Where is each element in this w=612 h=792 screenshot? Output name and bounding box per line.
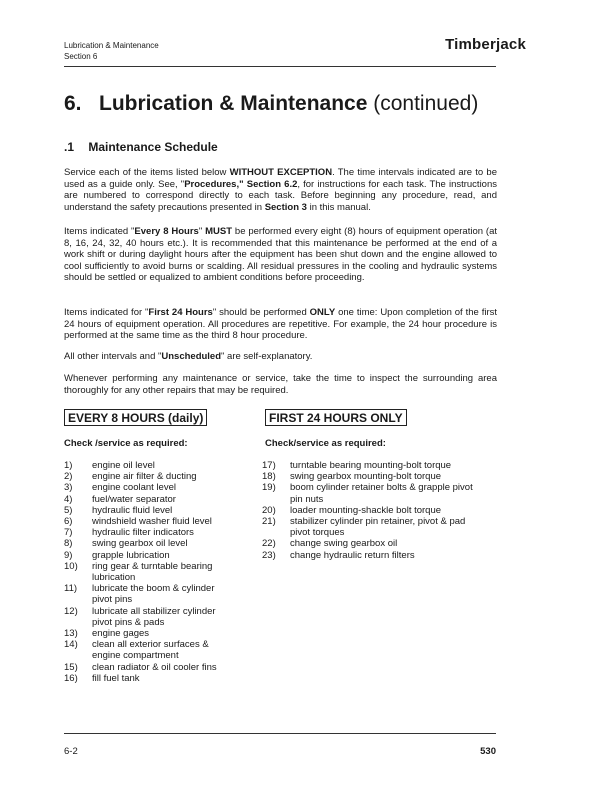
list-item-text: engine oil level: [92, 460, 155, 471]
body-text: one time: Upon completion of the first 24 hours of equipment operation. All procedures are repetitive. For example, the 24 hour procedure is performed at the same time as the third 8 hour procedure.: [64, 307, 497, 342]
list-item: [64, 628, 234, 639]
footer-rule: [64, 733, 496, 734]
list-item-text: turntable bearing mounting-bolt torque: [290, 460, 452, 471]
list-item-text: hydraulic fluid level: [92, 504, 173, 516]
first-24-hours-box: FIRST 24 HOURS ONLY: [265, 409, 407, 426]
list-item: [64, 494, 234, 505]
list-item-text: loader mounting-shackle bolt torque: [290, 504, 442, 516]
list-item-number: 3): [64, 482, 73, 494]
body-text: . The time intervals indicated are to be used as a guide only. See, ": [64, 167, 497, 190]
body-text: ": [198, 226, 206, 237]
list-item-text: lubricate the boom & cylinder pivot pins: [92, 583, 215, 606]
list-item: [64, 639, 234, 661]
list-item-number: 11): [64, 583, 78, 595]
list-item-number: 8): [64, 538, 73, 550]
list-item-number: 19): [262, 482, 276, 494]
page-title: [64, 92, 478, 116]
every-8-hours-list: [64, 460, 234, 684]
body-text: be performed every eight (8) hours of equipment operation (at 8, 16, 24, 32, 40 hours etc.). It is recommended that this maintenance be performed at the end of a work shift or during daylight hours after the equipment has been shut down and the engine allowed to cool sufficiently to avoid burns or scalding. All residual pressures in the cooling and hydraulic systems should be settled or equalized to ambient conditions before proceeding.: [64, 226, 497, 284]
list-item: [64, 527, 234, 538]
list-item-text: stabilizer cylinder pin retainer, pivot & pad pivot torques: [290, 516, 466, 539]
list-item-text: fill fuel tank: [92, 672, 140, 684]
list-item: [64, 505, 234, 516]
running-header: [64, 40, 159, 62]
list-item-number: 13): [64, 628, 78, 640]
paragraph-first-24-hours: [64, 307, 497, 342]
list-item-number: 2): [64, 471, 73, 483]
list-item: [262, 538, 476, 549]
body-text: Items indicated ": [64, 226, 135, 237]
list-item-text: boom cylinder retainer bolts & grapple pivot pin nuts: [290, 482, 473, 505]
list-item-text: engine air filter & ducting: [92, 471, 197, 483]
list-item: [262, 550, 476, 561]
body-text: Items indicated for ": [64, 307, 149, 318]
list-item-text: ring gear & turntable bearing lubrication: [92, 560, 213, 584]
list-item: [64, 606, 234, 628]
header-section-number: Section 6: [64, 52, 98, 61]
list-item: [64, 482, 234, 493]
every-8-hours-heading: Check /service as required:: [64, 438, 188, 449]
list-item-number: 18): [262, 471, 276, 483]
body-text: All other intervals and ": [64, 351, 162, 362]
list-item: [64, 460, 234, 471]
page-number: 6-2: [64, 746, 78, 757]
every-8-hours-box: EVERY 8 HOURS (daily): [64, 409, 207, 426]
body-text: , for instructions for each task. The instructions are numbered to correspond directly to each task. Before beginning any procedure, read, and understand the safety precautions presented in: [64, 178, 498, 213]
list-item: [64, 471, 234, 482]
emphasis-text: Unscheduled: [161, 351, 222, 362]
list-item-text: engine gages: [92, 628, 150, 640]
list-item-text: change hydraulic return filters: [290, 549, 415, 561]
document-number: 530: [480, 746, 496, 757]
list-item-number: 5): [64, 504, 73, 516]
list-item-number: 12): [64, 605, 78, 617]
list-item-number: 14): [64, 639, 78, 651]
paragraph-inspection: [64, 373, 497, 396]
emphasis-text: Procedures," Section 6.2: [184, 178, 298, 190]
list-item-number: 15): [64, 661, 78, 673]
list-item-number: 22): [262, 538, 276, 550]
list-item: [64, 550, 234, 561]
list-item-text: clean all exterior surfaces & engine compartment: [92, 639, 209, 662]
header-section-title: Lubrication & Maintenance: [64, 41, 159, 50]
list-item-text: change swing gearbox oil: [290, 538, 398, 550]
list-item-number: 7): [64, 527, 73, 539]
list-item-text: hydraulic filter indicators: [92, 527, 194, 539]
list-item: [262, 505, 476, 516]
list-item-number: 16): [64, 672, 78, 684]
list-item-text: swing gearbox mounting-bolt torque: [290, 471, 442, 483]
title-bold: Lubrication & Maintenance: [99, 92, 368, 115]
list-item-number: 1): [64, 460, 73, 471]
list-item-number: 23): [262, 549, 276, 561]
list-item: [262, 460, 476, 471]
list-item: [64, 516, 234, 527]
list-item-number: 20): [262, 504, 276, 516]
body-text: " are self-explanatory.: [221, 351, 313, 362]
body-text: " should be performed: [212, 307, 310, 318]
section-heading-text: Maintenance Schedule: [88, 140, 218, 154]
section-heading-number: .1: [64, 140, 75, 154]
list-item-text: fuel/water separator: [92, 493, 176, 505]
list-item-text: windshield washer fluid level: [92, 516, 212, 528]
list-item: [262, 482, 476, 504]
section-heading: [64, 140, 218, 154]
list-item-text: engine coolant level: [92, 482, 176, 494]
title-number: 6.: [64, 92, 82, 115]
list-item-number: 9): [64, 549, 73, 561]
paragraph-intro: [64, 167, 497, 213]
first-24-hours-heading: Check/service as required:: [265, 438, 386, 449]
emphasis-text: Section 3: [264, 201, 307, 213]
title-continued: (continued): [373, 92, 479, 115]
header-rule: [64, 66, 496, 67]
emphasis-text: ONLY: [309, 307, 336, 318]
paragraph-other-intervals: [64, 351, 497, 363]
list-item: [64, 561, 234, 583]
list-item: [64, 583, 234, 605]
list-item-text: lubricate all stabilizer cylinder pivot pins & pads: [92, 605, 216, 628]
first-24-hours-list: [262, 460, 476, 561]
paragraph-every-8-hours: [64, 226, 497, 284]
body-text: in this manual.: [306, 201, 371, 213]
list-item-text: swing gearbox oil level: [92, 538, 188, 550]
list-item: [64, 538, 234, 549]
list-item-number: 4): [64, 493, 73, 505]
list-item-number: 17): [262, 460, 276, 471]
brand-name: Timberjack: [445, 36, 526, 53]
list-item: [262, 471, 476, 482]
emphasis-text: MUST: [205, 226, 233, 237]
list-item: [262, 516, 476, 538]
list-item-text: clean radiator & oil cooler fins: [92, 661, 217, 673]
emphasis-text: WITHOUT EXCEPTION: [229, 167, 333, 178]
list-item: [64, 662, 234, 673]
emphasis-text: Every 8 Hours: [134, 226, 199, 237]
list-item-number: 6): [64, 516, 73, 528]
list-item: [64, 673, 234, 684]
emphasis-text: First 24 Hours: [148, 307, 213, 318]
list-item-number: 10): [64, 560, 78, 572]
body-text: Service each of the items listed below: [64, 167, 230, 178]
list-item-text: grapple lubrication: [92, 549, 170, 561]
body-text: Whenever performing any maintenance or service, take the time to inspect the surrounding area thoroughly for any other repairs that may be required.: [64, 373, 497, 396]
list-item-number: 21): [262, 516, 276, 528]
